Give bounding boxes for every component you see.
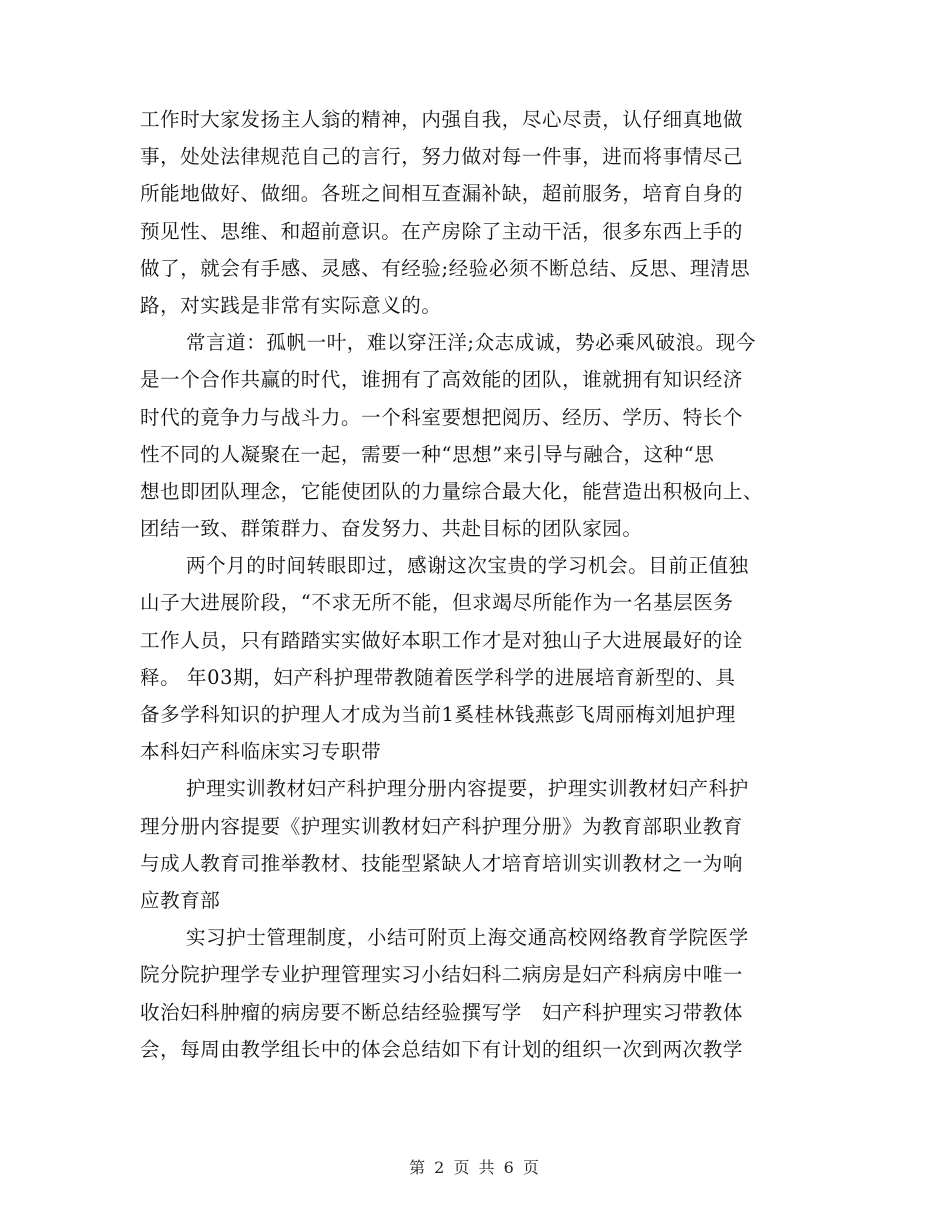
text-line: 做了，就会有手感、灵感、有经验;经验必须不断总结、反思、理清思 <box>140 256 751 280</box>
text-line: 工作时大家发扬主人翁的精神，内强自我，尽心尽责，认仔细真地做 <box>140 108 744 131</box>
paragraph-3 <box>140 547 820 770</box>
text-line: 工作人员，只有踏踏实实做好本职工作才是对独山子大进展最好的诠 <box>140 628 744 652</box>
text-line: 所能地做好、做细。各班之间相互查漏补缺，超前服务，培育自身的 <box>140 182 744 206</box>
text-line: 实习护士管理制度，小结可附页上海交通高校网络教育学院医学 <box>186 926 749 950</box>
text-line: 会，每周由教学组长中的体会总结如下有计划的组织一次到两次教学 <box>140 1037 744 1061</box>
text-line: 山子大进展阶段，“不求无所不能，但求竭尽所能作为一名基层医务 <box>140 591 734 615</box>
text-line: 性不同的人凝聚在一起，需要一种“思想”来引导与融合，这种“思 <box>140 442 715 466</box>
text-line: 院分院护理学专业护理管理实习小结妇科二病房是妇产科病房中唯一 <box>140 963 744 987</box>
text-line: 是一个合作共赢的时代，谁拥有了高效能的团队，谁就拥有知识经济 <box>140 368 744 392</box>
text-line: 团结一致、群策群力、奋发努力、共赴目标的团队家园。 <box>140 517 643 541</box>
paragraph-2 <box>140 324 820 547</box>
text-line: 应教育部 <box>140 888 221 912</box>
text-line: 备多学科知识的护理人才成为当前1奚桂林钱燕彭飞周丽梅刘旭护理 <box>140 703 736 726</box>
text-line: 预见性、思维、和超前意识。在产房除了主动干活，很多东西上手的 <box>140 219 744 243</box>
text-line: 想也即团队理念，它能使团队的力量综合最大化，能营造出积极向上、 <box>140 479 764 503</box>
paragraph-1 <box>140 101 820 324</box>
document-body <box>140 101 820 1068</box>
text-line: 路，对实践是非常有实际意义的。 <box>140 293 442 317</box>
text-line: 护理实训教材妇产科护理分册内容提要，护理实训教材妇产科护 <box>186 777 749 801</box>
paragraph-5 <box>140 919 820 1068</box>
text-line: 本科妇产科临床实习专职带 <box>140 740 382 764</box>
text-line: 释。 年03期，妇产科护理带教随着医学科学的进展培育新型的、具 <box>140 665 736 689</box>
text-line: 常言道：孤帆一叶，难以穿汪洋;众志成诚，势必乘风破浪。现今 <box>186 331 756 355</box>
text-line: 与成人教育司推举教材、技能型紧缺人才培育培训实训教材之一为响 <box>140 851 744 875</box>
text-line: 两个月的时间转眼即过，感谢这次宝贵的学习机会。目前正值独 <box>186 554 749 578</box>
page-number-footer: 第 2 页 共 6 页 <box>409 1158 541 1177</box>
text-line: 收治妇科肿瘤的病房要不断总结经验撰写学 妇产科护理实习带教体 <box>140 1000 744 1024</box>
text-line: 时代的竟争力与战斗力。一个科室要想把阅历、经历、学历、特长个 <box>140 405 744 429</box>
text-line: 事，处处法律规范自己的言行，努力做对每一件事，进而将事情尽己 <box>140 145 744 169</box>
paragraph-4 <box>140 770 820 919</box>
text-line: 理分册内容提要《护理实训教材妇产科护理分册》为教育部职业教育 <box>140 814 744 838</box>
